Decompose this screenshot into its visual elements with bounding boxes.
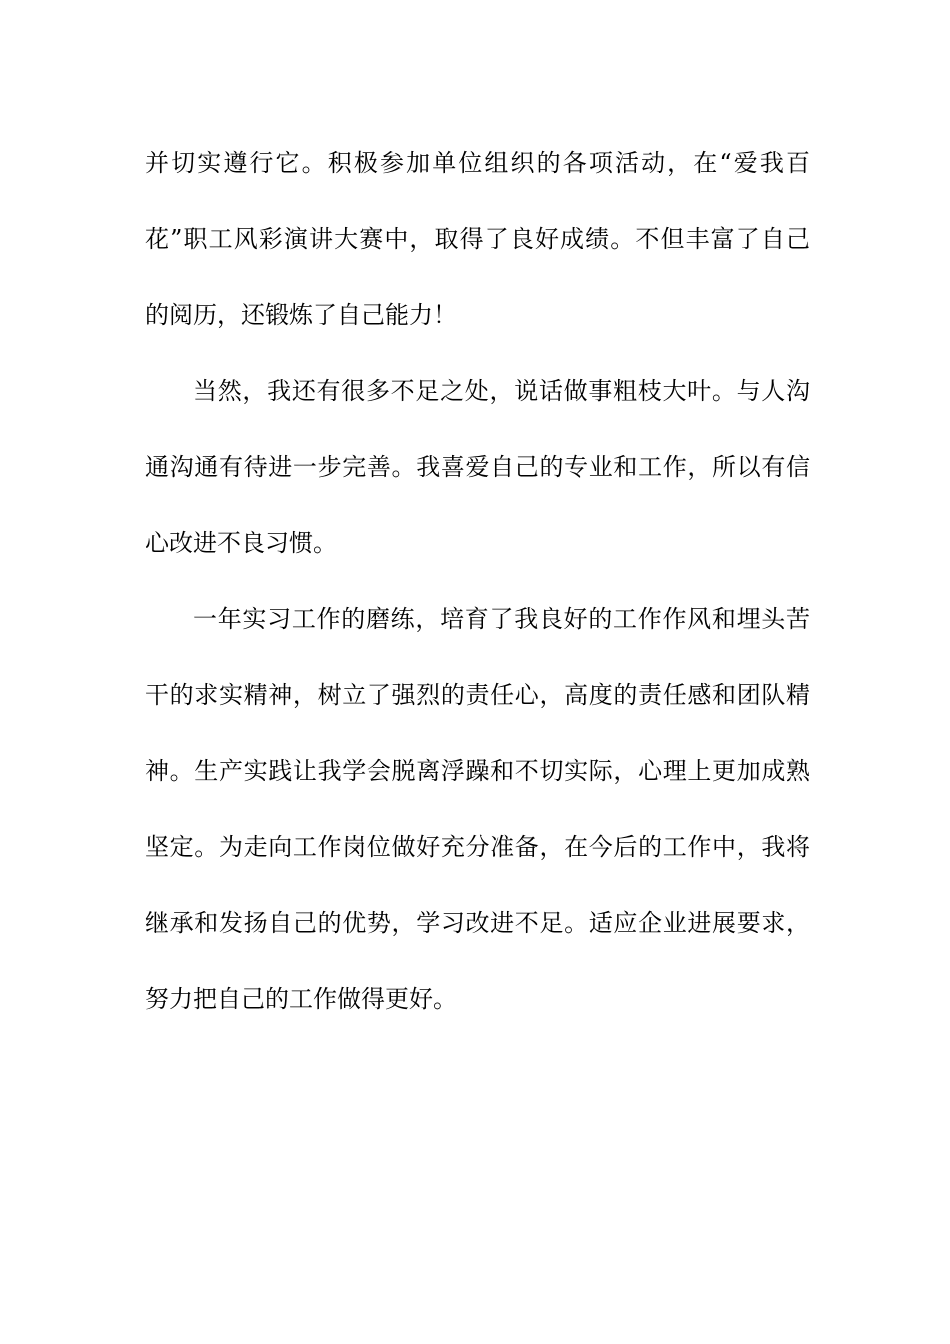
text-line: 花”职工风彩演讲大赛中，取得了良好成绩。不但丰富了自己 bbox=[145, 225, 810, 253]
paragraph-3 bbox=[145, 581, 810, 1037]
text-line: 心改进不良习惯。 bbox=[145, 529, 337, 557]
text-line: 神。生产实践让我学会脱离浮躁和不切实际，心理上更加成熟 bbox=[145, 757, 810, 785]
text-line: 干的求实精神，树立了强烈的责任心，高度的责任感和团队精 bbox=[145, 681, 810, 709]
text-line: 努力把自己的工作做得更好。 bbox=[145, 985, 457, 1013]
text-line: 继承和发扬自己的优势，学习改进不足。适应企业进展要求， bbox=[145, 909, 810, 937]
text-line: 坚定。为走向工作岗位做好充分准备，在今后的工作中，我将 bbox=[145, 833, 810, 861]
text-line: 并切实遵行它。积极参加单位组织的各项活动，在“爱我百 bbox=[145, 149, 810, 177]
text-line: 的阅历，还锻炼了自己能力！ bbox=[145, 301, 457, 329]
paragraph-2 bbox=[145, 353, 810, 581]
text-line: 通沟通有待进一步完善。我喜爱自己的专业和工作，所以有信 bbox=[145, 453, 810, 481]
document-body bbox=[145, 125, 810, 1037]
paragraph-1 bbox=[145, 125, 810, 353]
text-line: 当然，我还有很多不足之处，说话做事粗枝大叶。与人沟 bbox=[193, 377, 810, 405]
text-line: 一年实习工作的磨练，培育了我良好的工作作风和埋头苦 bbox=[193, 605, 810, 633]
